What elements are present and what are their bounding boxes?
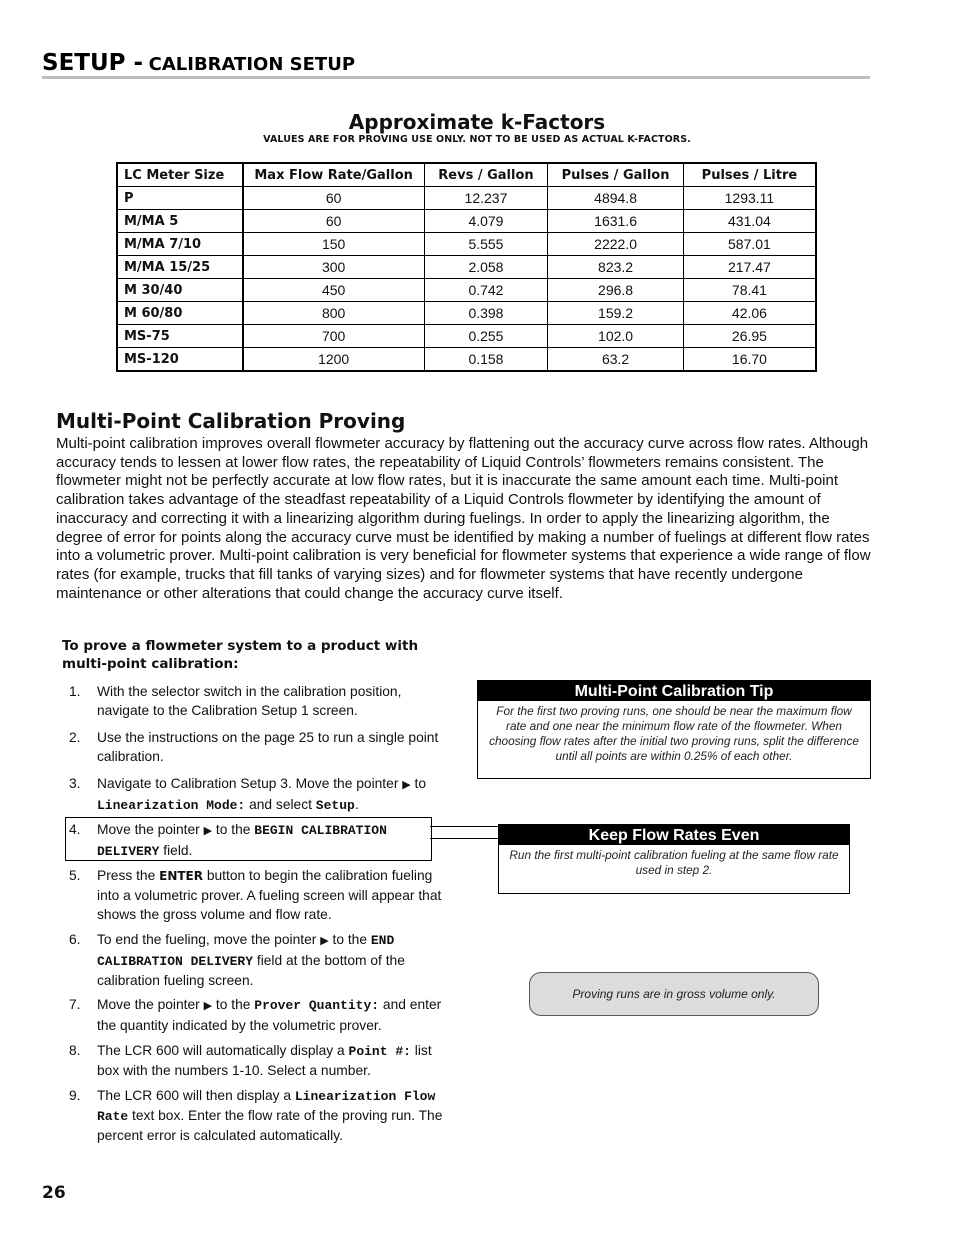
table-cell: 296.8: [548, 279, 684, 302]
step-text: [97, 728, 451, 766]
table-cell: 823.2: [548, 256, 684, 279]
table-cell: 60: [243, 187, 425, 210]
step-number: 5.: [69, 868, 81, 883]
step-number: 8.: [69, 1043, 81, 1058]
kfactors-title: Approximate k-Factors: [348, 110, 606, 134]
table-row: [117, 325, 816, 348]
step-field-name: Point #:: [348, 1044, 411, 1059]
step-text-part: to the: [328, 932, 371, 947]
table-cell: 102.0: [548, 325, 684, 348]
table-cell: 150: [243, 233, 425, 256]
step-field-name: Setup: [315, 798, 355, 813]
step-text: [97, 995, 451, 1035]
step-text-part: button to begin the calibration fueling into a volumetric prover. A fueling screen will appear that shows the gross volume and flow rate.: [97, 868, 442, 922]
step-text: [97, 930, 451, 990]
flow-rate-tip-title: Keep Flow Rates Even: [499, 825, 849, 845]
kfactors-header-row: [117, 163, 816, 187]
step-text-part: to the: [212, 822, 255, 837]
procedure-step: [66, 1041, 451, 1080]
table-cell: 0.255: [424, 325, 548, 348]
flow-rate-tip-box: [498, 824, 850, 894]
procedure-step: [66, 774, 451, 815]
step-text-part: Press the: [97, 868, 160, 883]
table-cell: 450: [243, 279, 425, 302]
table-cell: 5.555: [424, 233, 548, 256]
step-text-part: The LCR 600 will then display a: [97, 1088, 295, 1103]
meter-size-cell: M 30/40: [117, 279, 243, 302]
table-cell: 60: [243, 210, 425, 233]
table-cell: 4.079: [424, 210, 548, 233]
step-number: 6.: [69, 932, 81, 947]
step-text-part: .: [354, 797, 359, 812]
page-header: [42, 50, 355, 76]
step-text-part: text box. Enter the flow rate of the proving run. The percent error is calculated automatically.: [97, 1108, 443, 1143]
step-text: [97, 1086, 451, 1145]
step-text-part: Move the pointer: [97, 997, 204, 1012]
step-text-part: and enter the quantity indicated by the volumetric prover.: [97, 997, 442, 1033]
connector-line-top: [430, 826, 498, 827]
meter-size-cell: M/MA 7/10: [117, 233, 243, 256]
procedure-step: [66, 728, 451, 766]
meter-size-cell: P: [117, 187, 243, 210]
step-number: 2.: [69, 730, 81, 745]
step-text-part: Use the instructions on the page 25 to run a single point calibration.: [97, 730, 439, 764]
multipoint-tip-title: Multi-Point Calibration Tip: [478, 681, 870, 701]
table-cell: 431.04: [683, 210, 816, 233]
pointer-icon: ▶: [203, 1000, 213, 1012]
procedure-step: [66, 682, 451, 720]
table-cell: 2222.0: [548, 233, 684, 256]
header-title: SETUP -: [42, 50, 144, 76]
procedure-heading: To prove a flowmeter system to a product with multi-point calibration:: [62, 638, 419, 672]
step-text: [97, 774, 451, 815]
table-cell: 0.398: [424, 302, 548, 325]
step-text-part: field at the bottom of the calibration fueling screen.: [97, 953, 405, 988]
gross-volume-note: Proving runs are in gross volume only.: [529, 972, 819, 1016]
step-field-name: END CALIBRATION DELIVERY: [97, 933, 395, 969]
table-cell: 1200: [243, 348, 425, 372]
table-row: [117, 233, 816, 256]
connector-line-bottom: [430, 838, 498, 839]
step-number: 3.: [69, 776, 81, 791]
table-cell: 0.158: [424, 348, 548, 372]
step-field-name: BEGIN CALIBRATION DELIVERY: [97, 823, 387, 859]
pointer-icon: ▶: [402, 779, 411, 791]
table-cell: 217.47: [683, 256, 816, 279]
meter-size-cell: M 60/80: [117, 302, 243, 325]
pointer-icon: ▶: [203, 825, 213, 837]
meter-size-cell: M/MA 5: [117, 210, 243, 233]
multipoint-tip-box: [477, 680, 871, 779]
kfactors-column-header: Max Flow Rate/Gallon: [243, 163, 425, 187]
multipoint-title: Multi-Point Calibration Proving: [56, 409, 406, 433]
step-text-part: Navigate to Calibration Setup 3. Move the pointer: [97, 776, 403, 791]
kfactors-note: VALUES ARE FOR PROVING USE ONLY. NOT TO BE USED AS ACTUAL K-FACTORS.: [263, 134, 691, 145]
multipoint-tip-body: For the first two proving runs, one should be near the maximum flow rate and one near the minimum flow rate of the flowmeter. When choosing flow rates after the initial two proving runs, split the difference until all points are within 0.25% of each other.: [489, 704, 859, 763]
page-number: 26: [42, 1183, 66, 1203]
table-row: [117, 187, 816, 210]
step-text-part: list box with the numbers 1-10. Select a number.: [97, 1043, 432, 1078]
step-text-part: and select: [245, 797, 316, 812]
kfactors-table: [116, 162, 817, 372]
step-field-name: Prover Quantity:: [254, 998, 380, 1013]
table-cell: 300: [243, 256, 425, 279]
multipoint-body: Multi-point calibration improves overall flowmeter accuracy by flattening out the accuracy curve across flow rates. Although accuracy tends to lessen at lower flow rates, the repeatability of Liquid Controls’ flowmeters remains consistent. The flowmeter might not be perfectly accurate at low flow rates, but it is inaccurate the same amount each time. Multi-point calibration takes advantage of the steadfast repeatability of a Liquid Controls flowmeter by identifying the amount of inaccuracy and correcting it with a linearizing algorithm during fuelings. In order to apply the linearizing algorithm, the degree of error for points along the accuracy curve must be identified by making a number of fuelings at different flow rates into a volumetric prover. Multi-point calibration is very beneficial for flowmeter systems that experience a wide range of flow rates (for example, trucks that fill tanks of varying sizes) and for flowmeter systems that have recently undergone maintenance or other alterations that could change the accuracy curve itself.: [56, 435, 871, 602]
table-cell: 4894.8: [548, 187, 684, 210]
table-row: [117, 256, 816, 279]
step-text-part: The LCR 600 will automatically display a: [97, 1043, 349, 1058]
table-cell: 800: [243, 302, 425, 325]
meter-size-cell: M/MA 15/25: [117, 256, 243, 279]
table-cell: 1293.11: [683, 187, 816, 210]
step-number: 1.: [69, 684, 81, 699]
step-number: 9.: [69, 1088, 81, 1103]
step-field-name: Linearization Mode:: [97, 798, 246, 813]
step-number: 7.: [69, 997, 81, 1012]
pointer-icon: ▶: [320, 935, 329, 947]
table-cell: 587.01: [683, 233, 816, 256]
table-row: [117, 302, 816, 325]
table-cell: 0.742: [424, 279, 548, 302]
step-text-part: field.: [159, 843, 193, 858]
kfactors-column-header: Revs / Gallon: [424, 163, 548, 187]
table-cell: 2.058: [424, 256, 548, 279]
table-cell: 42.06: [683, 302, 816, 325]
table-cell: 26.95: [683, 325, 816, 348]
step-text-part: to: [410, 776, 427, 791]
step-text-part: to the: [212, 997, 255, 1012]
table-cell: 12.237: [424, 187, 548, 210]
step-text-part: Move the pointer: [97, 822, 204, 837]
step-field-name: Linearization Flow Rate: [97, 1089, 436, 1124]
step-text: [97, 1041, 451, 1080]
table-cell: 1631.6: [548, 210, 684, 233]
step-text-part: To end the fueling, move the pointer: [97, 932, 321, 947]
step-field-name: ENTER: [159, 869, 203, 883]
table-cell: 16.70: [683, 348, 816, 372]
table-row: [117, 348, 816, 372]
procedure-step: [66, 995, 451, 1035]
procedure-step: [66, 930, 451, 990]
step-number: 4.: [69, 822, 81, 837]
flow-rate-tip-body: Run the first multi-point calibration fueling at the same flow rate used in step 2.: [509, 848, 839, 877]
kfactors-column-header: Pulses / Gallon: [548, 163, 684, 187]
procedure-step: [66, 1086, 451, 1145]
kfactors-column-header: Pulses / Litre: [683, 163, 816, 187]
header-subtitle: CALIBRATION SETUP: [148, 54, 356, 75]
meter-size-cell: MS-75: [117, 325, 243, 348]
table-cell: 700: [243, 325, 425, 348]
kfactors-body: [117, 187, 816, 372]
header-rule: [42, 76, 870, 79]
procedure-step: [66, 866, 451, 924]
table-cell: 78.41: [683, 279, 816, 302]
table-row: [117, 279, 816, 302]
table-cell: 159.2: [548, 302, 684, 325]
step-text: [97, 682, 451, 720]
table-cell: 63.2: [548, 348, 684, 372]
step-text-part: With the selector switch in the calibration position, navigate to the Calibration Setup 1 screen.: [97, 684, 402, 718]
kfactors-column-header: LC Meter Size: [117, 163, 243, 187]
step4-highlight-box: [65, 817, 432, 861]
meter-size-cell: MS-120: [117, 348, 243, 372]
table-row: [117, 210, 816, 233]
step-text: [97, 866, 451, 924]
